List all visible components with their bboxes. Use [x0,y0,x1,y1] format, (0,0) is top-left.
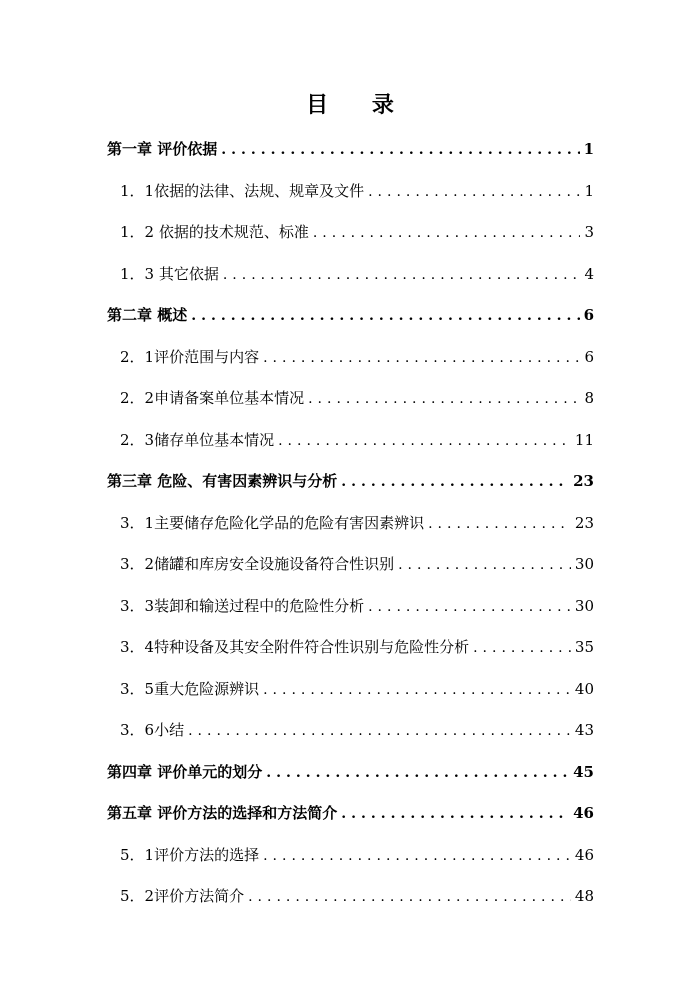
toc-section-entry[interactable] [120,719,594,743]
toc-page-number: 46 [574,846,594,864]
toc-dot-leader [398,557,571,573]
toc-chapter-entry[interactable] [107,470,594,494]
toc-entry-label: 第一章 评价依据 [107,140,218,158]
toc-entry-label: 3．3装卸和输送过程中的危险性分析 [120,597,365,615]
toc-entry-label: 3．1主要储存危险化学品的危险有害因素辨识 [120,514,425,532]
toc-entry-label: 第五章 评价方法的选择和方法简介 [107,804,338,822]
toc-entry-label: 2．3储存单位基本情况 [120,431,275,449]
toc-section-entry[interactable] [120,180,594,204]
toc-entry-label: 3．5重大危险源辨识 [120,680,260,698]
toc-page-number: 4 [584,265,594,283]
toc-entry-label: 2．2申请备案单位基本情况 [120,389,305,407]
toc-entry-label: 5．1评价方法的选择 [120,846,260,864]
toc-dot-leader [278,433,571,449]
toc-entry-label: 3．4特种设备及其安全附件符合性识别与危险性分析 [120,638,470,656]
toc-page-number: 6 [583,306,594,324]
toc-chapter-entry[interactable] [107,304,594,328]
toc-dot-leader [341,806,569,822]
toc-dot-leader [263,682,571,698]
toc-section-entry[interactable] [120,678,594,702]
toc-page-number: 8 [584,389,594,407]
toc-page-number: 23 [573,472,594,490]
toc-section-entry[interactable] [120,636,594,660]
toc-section-entry[interactable] [120,221,594,245]
toc-entry-label: 第三章 危险、有害因素辨识与分析 [107,472,338,490]
toc-page-number: 30 [574,555,594,573]
toc-page-number: 40 [574,680,594,698]
page-title: 目 录 [306,92,412,118]
toc-page-number: 48 [574,887,594,905]
toc-section-entry[interactable] [120,885,594,909]
toc-dot-leader [263,848,571,864]
toc-entry-label: 5．2评价方法简介 [120,887,245,905]
toc-page-number: 23 [574,514,594,532]
toc-page-number: 46 [573,804,594,822]
toc-dot-leader [221,142,579,158]
toc-chapter-entry[interactable] [107,761,594,785]
toc-section-entry[interactable] [120,387,594,411]
toc-dot-leader [368,184,580,200]
toc-entry-label: 3．6小结 [120,721,185,739]
toc-entry-label: 1．2 依据的技术规范、标准 [120,223,309,241]
toc-dot-leader [368,599,571,615]
toc-dot-leader [248,889,571,905]
toc-entry-label: 第二章 概述 [107,306,188,324]
toc-dot-leader [473,640,571,656]
toc-page-number: 3 [584,223,594,241]
toc-page-number: 6 [584,348,594,366]
toc-dot-leader [263,350,580,366]
toc-dot-leader [341,474,569,490]
toc-section-entry[interactable] [120,263,594,287]
toc-dot-leader [223,267,581,283]
toc-page-number: 1 [584,182,594,200]
toc-entry-label: 2．1评价范围与内容 [120,348,260,366]
toc-dot-leader [188,723,571,739]
toc-chapter-entry[interactable] [107,802,594,826]
toc-dot-leader [313,225,581,241]
toc-section-entry[interactable] [120,512,594,536]
toc-page-number: 35 [574,638,594,656]
toc-chapter-entry[interactable] [107,138,594,162]
toc-section-entry[interactable] [120,429,594,453]
toc-section-entry[interactable] [120,346,594,370]
toc-dot-leader [191,308,579,324]
toc-entry-label: 1．3 其它依据 [120,265,219,283]
toc-page-number: 11 [574,431,594,449]
toc-section-entry[interactable] [120,844,594,868]
toc-section-entry[interactable] [120,553,594,577]
toc-section-entry[interactable] [120,595,594,619]
toc-entry-label: 3．2储罐和库房安全设施设备符合性识别 [120,555,395,573]
toc-page-number: 1 [583,140,594,158]
toc-dot-leader [308,391,580,407]
toc-page-number: 30 [574,597,594,615]
toc-page-number: 43 [574,721,594,739]
toc-page-number: 45 [573,763,594,781]
toc-dot-leader [428,516,571,532]
toc-dot-leader [266,765,569,781]
toc-entry-label: 1．1依据的法律、法规、规章及文件 [120,182,365,200]
toc-entry-label: 第四章 评价单元的划分 [107,763,263,781]
